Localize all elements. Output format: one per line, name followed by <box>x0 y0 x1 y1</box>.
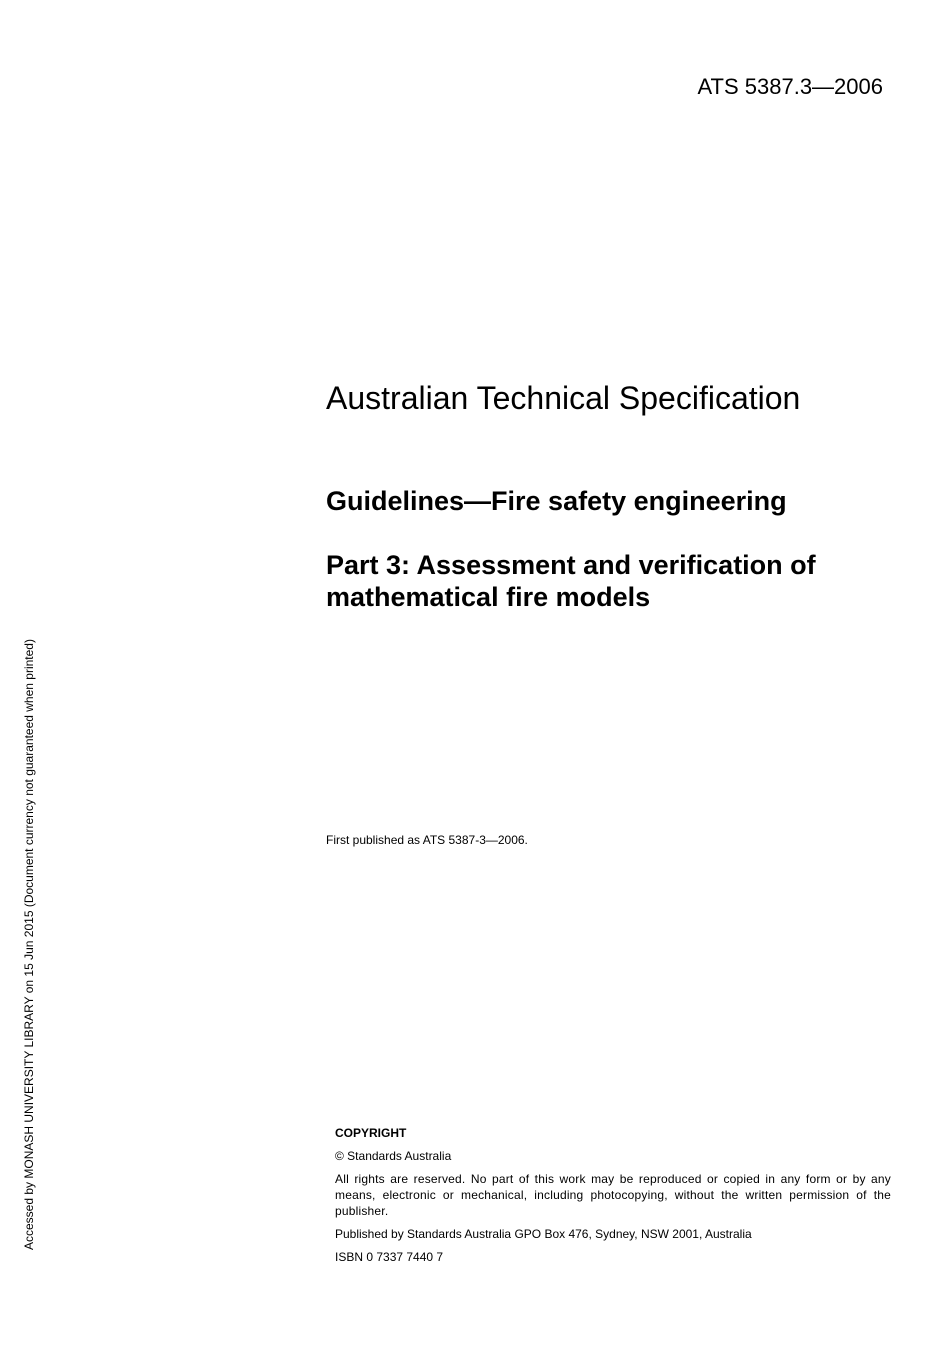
part-title <box>326 549 896 613</box>
first-published-note: First published as ATS 5387-3—2006. <box>326 833 528 847</box>
part-title-line-2: mathematical fire models <box>326 582 651 612</box>
copyright-block <box>335 1125 891 1272</box>
access-side-note: Accessed by MONASH UNIVERSITY LIBRARY on 15 Jun 2015 (Document currency not guaranteed when printed) <box>22 639 36 1250</box>
copyright-heading: COPYRIGHT <box>335 1126 407 1140</box>
isbn: ISBN 0 7337 7440 7 <box>335 1250 444 1264</box>
part-title-line-1: Part 3: Assessment and verification of <box>326 550 816 580</box>
copyright-owner: © Standards Australia <box>335 1149 452 1163</box>
specification-type: Australian Technical Specification <box>326 380 801 416</box>
publisher-address: Published by Standards Australia GPO Box 476, Sydney, NSW 2001, Australia <box>335 1227 752 1241</box>
document-title: Guidelines—Fire safety engineering <box>326 486 787 516</box>
rights-statement: All rights are reserved. No part of this work may be reproduced or copied in any form or by any means, electronic or mechanical, including photocopying, without the written permission of the publisher. <box>335 1172 891 1218</box>
document-number: ATS 5387.3—2006 <box>697 74 883 99</box>
